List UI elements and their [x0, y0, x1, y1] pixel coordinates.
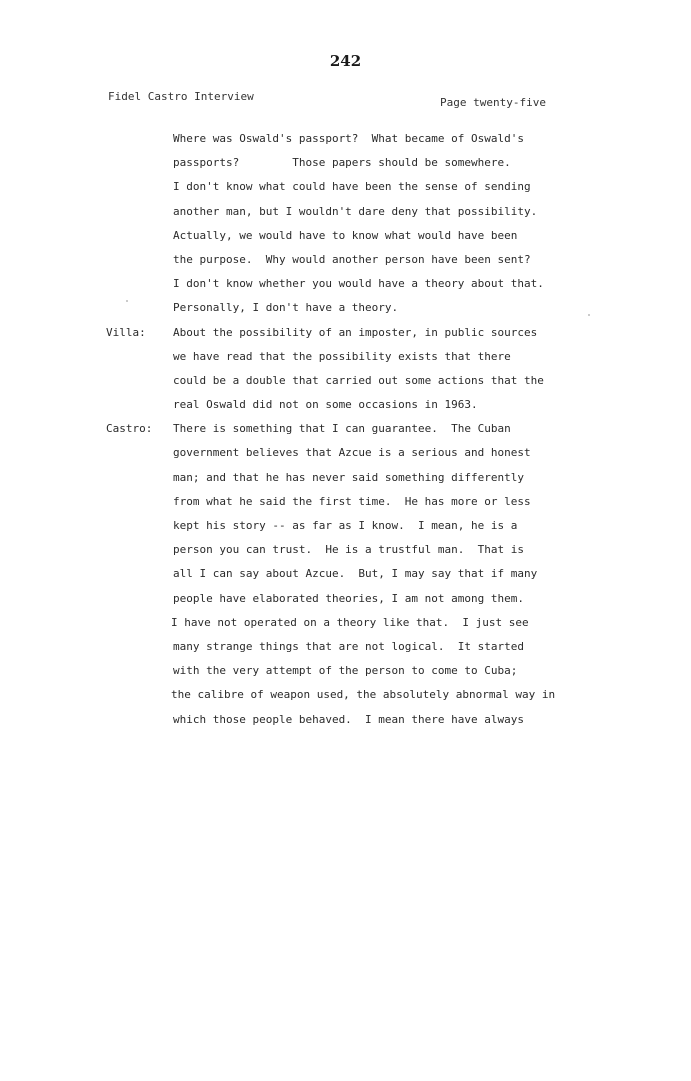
- scan-speck: [126, 300, 128, 302]
- transcript-line: [0, 683, 691, 707]
- document-title: Fidel Castro Interview: [108, 90, 254, 103]
- line-text: About the possibility of an imposter, in public sources: [173, 325, 538, 339]
- line-text: person you can trust. He is a trustful man. That is: [173, 543, 524, 557]
- line-text: Where was Oswald's passport? What became of Oswald's: [173, 132, 524, 145]
- transcript-line: [0, 272, 691, 296]
- transcript-line: [0, 200, 691, 224]
- line-text: all I can say about Azcue. But, I may say that if many: [173, 567, 538, 581]
- transcript-line: [0, 611, 691, 635]
- transcript-line: [0, 127, 691, 151]
- transcript-line: [0, 466, 691, 490]
- line-text: man; and that he has never said something differently: [173, 470, 524, 484]
- transcript-line: [0, 248, 691, 272]
- line-text: from what he said the first time. He has more or less: [173, 494, 531, 508]
- transcript-line: [0, 369, 691, 393]
- transcript-line: [0, 490, 691, 514]
- line-text: government believes that Azcue is a serious and honest: [173, 446, 531, 460]
- line-text: we have read that the possibility exists that there: [173, 349, 511, 363]
- line-text: the purpose. Why would another person have been sent?: [173, 252, 531, 266]
- transcript-line: [0, 587, 691, 611]
- page-number: 242: [329, 52, 362, 70]
- line-text: which those people behaved. I mean there have always: [173, 712, 524, 726]
- transcript-line: [0, 708, 691, 732]
- line-text: I don't know whether you would have a theory about that.: [173, 277, 544, 291]
- transcript-line: [0, 296, 691, 320]
- speaker-label: Villa:: [106, 325, 146, 339]
- transcript-line: [0, 417, 691, 441]
- line-text: with the very attempt of the person to come to Cuba;: [173, 664, 518, 678]
- line-text: the calibre of weapon used, the absolutely abnormal way in: [171, 688, 556, 702]
- transcript-body: [0, 127, 691, 732]
- transcript-line: [0, 393, 691, 417]
- line-text: real Oswald did not on some occasions in 1963.: [173, 398, 478, 412]
- line-text: many strange things that are not logical. It started: [173, 639, 524, 653]
- line-text: I don't know what could have been the sense of sending: [173, 180, 531, 194]
- page-label: Page twenty-five: [440, 96, 546, 109]
- transcript-line: [0, 224, 691, 248]
- transcript-line: [0, 538, 691, 562]
- transcript-line: [0, 175, 691, 199]
- speaker-label: Castro:: [106, 422, 153, 436]
- transcript-line: [0, 345, 691, 369]
- line-text: Actually, we would have to know what would have been: [173, 228, 518, 242]
- transcript-line: [0, 514, 691, 538]
- scan-speck: [588, 314, 590, 316]
- transcript-line: [0, 635, 691, 659]
- transcript-line: [0, 151, 691, 175]
- line-text: people have elaborated theories, I am not among them.: [173, 591, 524, 605]
- line-text: There is something that I can guarantee. The Cuban: [173, 422, 511, 436]
- line-text: Personally, I don't have a theory.: [173, 301, 399, 315]
- transcript-line: [0, 441, 691, 465]
- transcript-line: [0, 659, 691, 683]
- transcript-line: [0, 562, 691, 586]
- line-text: could be a double that carried out some actions that the: [173, 373, 544, 387]
- line-text: kept his story -- as far as I know. I mean, he is a: [173, 519, 518, 532]
- line-text: passports? Those papers should be somewhere.: [173, 156, 511, 170]
- transcript-line: [0, 321, 691, 345]
- line-text: I have not operated on a theory like that. I just see: [171, 615, 529, 629]
- line-text: another man, but I wouldn't dare deny that possibility.: [173, 204, 538, 218]
